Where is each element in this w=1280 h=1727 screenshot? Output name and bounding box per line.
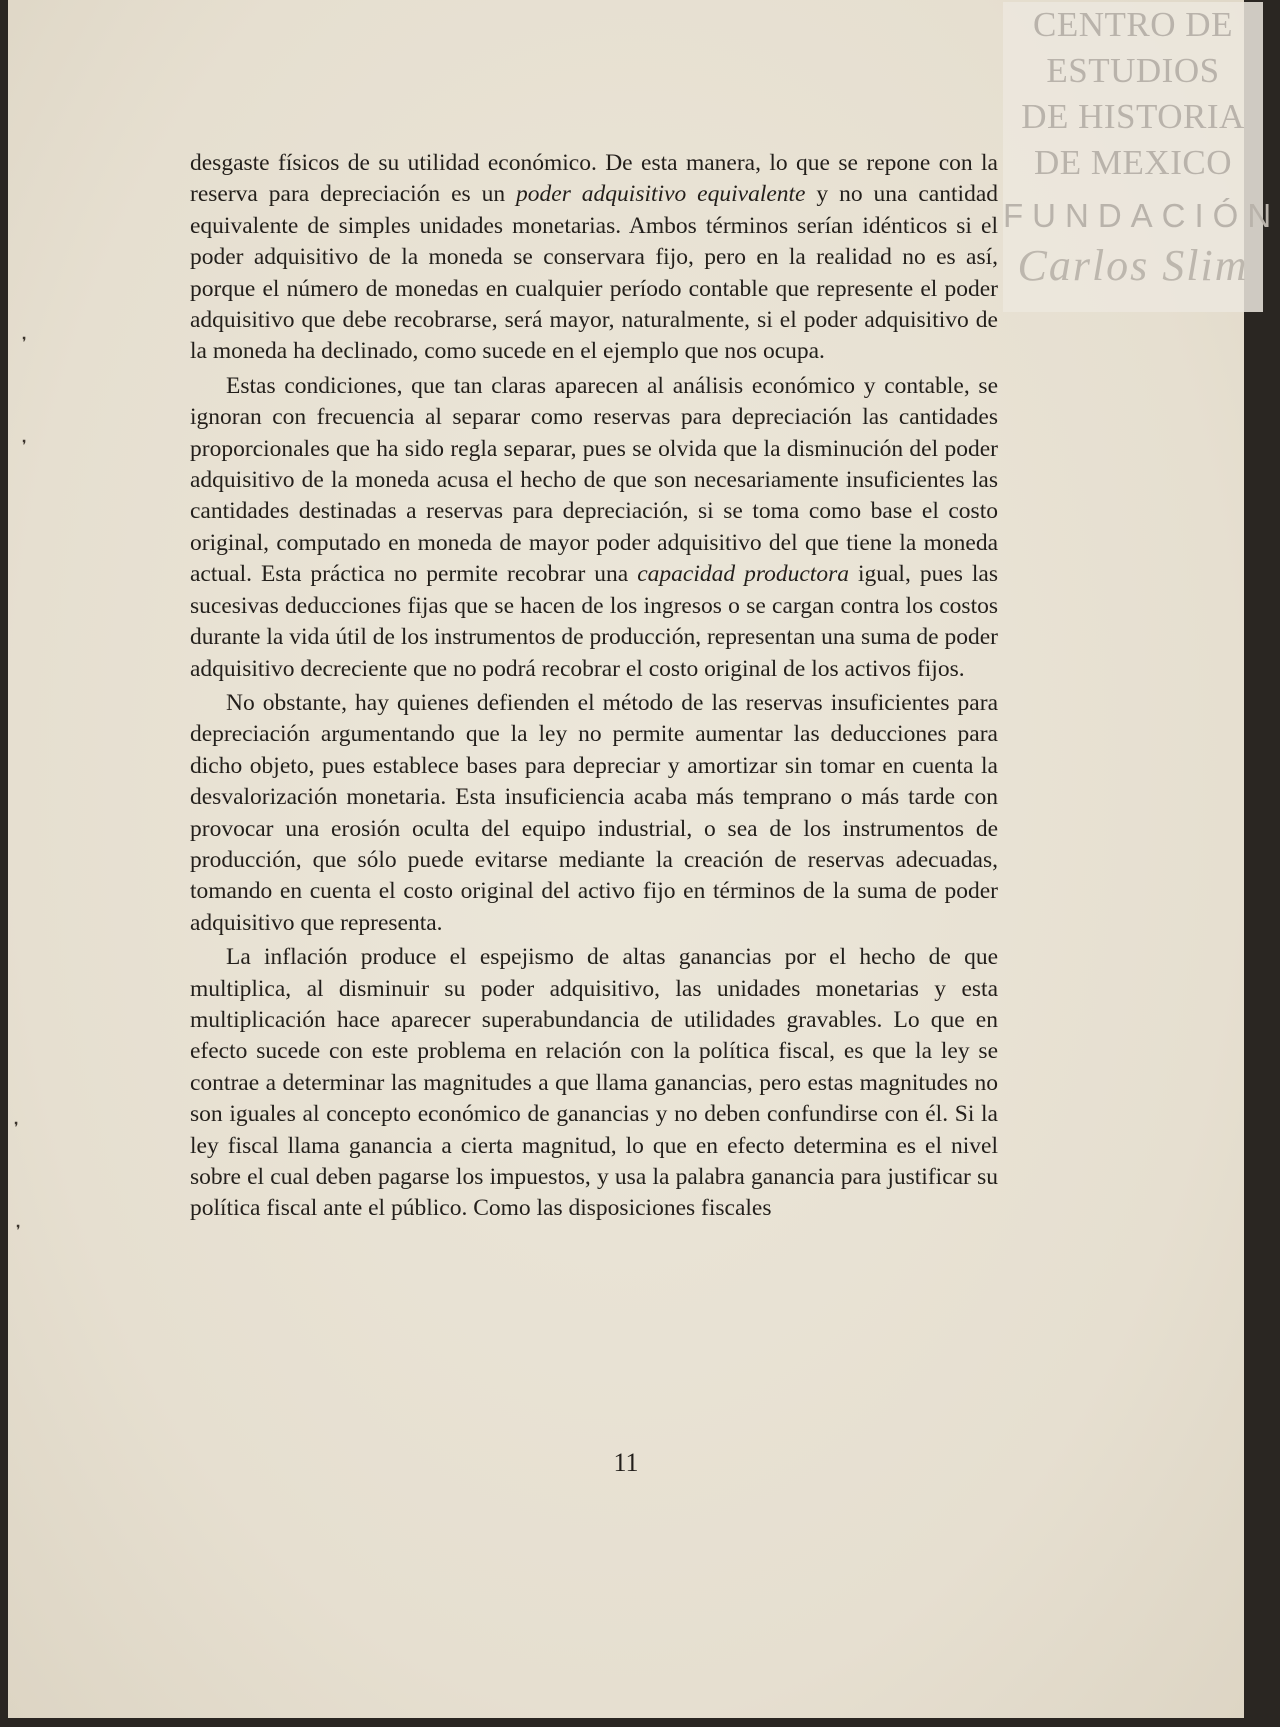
margin-mark: ❜ — [22, 335, 27, 351]
margin-mark: ❜ — [16, 1223, 21, 1239]
document-page — [8, 0, 1280, 1718]
watermark-fundacion: FUNDACIÓN — [1003, 197, 1280, 234]
body-text — [190, 148, 998, 1225]
text-run: No obstante, hay quienes defienden el método de las reservas insuficientes para depreciación argumentando que la ley no permite aumentar las deducciones para dicho objeto, pues establece bases para depreciar y amortizar sin tomar en cuenta la desvalorización monetaria. Esta insuficiencia acaba más temprano o más tarde con provocar una erosión oculta del equipo industrial, o sea de los instrumentos de producción, que sólo puede evitarse mediante la creación de reservas adecuadas, tomando en cuenta el costo original del activo fijo en términos de la suma de poder adquisitivo que representa. — [190, 689, 998, 936]
watermark-line: DE HISTORIA — [1021, 97, 1245, 136]
italic-text: poder adquisitivo equivalente — [516, 181, 806, 208]
text-run: La inflación produce el espejismo de altas ganancias por el hecho de que multiplica, al disminuir su poder adquisitivo, las unidades monetarias y esta multiplicación hace aparecer superabundancia de utilidades gravables. Lo que en efecto sucede con este problema en relación con la política fiscal, es que la ley se contrae a determinar las magnitudes a que llama ganancias, pero estas magnitudes no son iguales al concepto económico de ganancias y no deben confundirse con él. Si la ley fiscal llama ganancia a cierta magnitud, lo que en efecto determina es el nivel sobre el cual deben pagarse los impuestos, y usa la palabra ganancia para justificar su política fiscal ante el público. Como las disposiciones fiscales — [190, 944, 998, 1222]
margin-mark: ❜ — [22, 438, 27, 454]
paragraph — [190, 371, 998, 685]
watermark-line: ESTUDIOS — [1046, 51, 1220, 90]
foundation-watermark — [1003, 2, 1280, 312]
text-run: y no una cantidad equivalente de simples unidades monetarias. Ambos términos serían idénticos si el poder adquisitivo de la moneda se conservara fijo, pero en la realidad no es así, porque el número de monedas en cualquier período contable que represente el poder adquisitivo que debe recobrarse, será mayor, naturalmente, si el poder adquisitivo de la moneda ha declinado, como sucede en el ejemplo que nos ocupa. — [190, 181, 999, 365]
text-run: igual, pues las sucesivas deducciones fijas que se hacen de los ingresos o se cargan contra los costos durante la vida útil de los instrumentos de producción, representan una suma de poder adquisitivo decreciente que no podrá recobrar el costo original de los activos fijos. — [190, 561, 998, 682]
margin-mark: ❜ — [14, 1120, 19, 1136]
paragraph — [190, 942, 998, 1225]
page-number: 11 — [613, 1448, 639, 1477]
paragraph — [190, 688, 998, 939]
watermark-signature: Carlos Slim — [1017, 241, 1249, 290]
watermark-line: DE MEXICO — [1034, 143, 1232, 182]
watermark-line: CENTRO DE — [1033, 5, 1233, 44]
text-run: desgaste físicos de su utilidad económico. De esta manera, lo que se repone con la reserva para depreciación es un — [190, 150, 998, 208]
paragraph — [190, 148, 998, 368]
text-run: Estas condiciones, que tan claras aparecen al análisis económico y contable, se ignoran con frecuencia al separar como reservas para depreciación las cantidades proporcionales que ha sido regla separar, pues se olvida que la disminución del poder adquisitivo de la moneda acusa el hecho de que son necesariamente insuficientes las cantidades destinadas a reservas para depreciación, si se toma como base el costo original, computado en moneda de mayor poder adquisitivo del que tiene la moneda actual. Esta práctica no permite recobrar una — [190, 372, 998, 588]
italic-text: capacidad productora — [637, 561, 849, 588]
